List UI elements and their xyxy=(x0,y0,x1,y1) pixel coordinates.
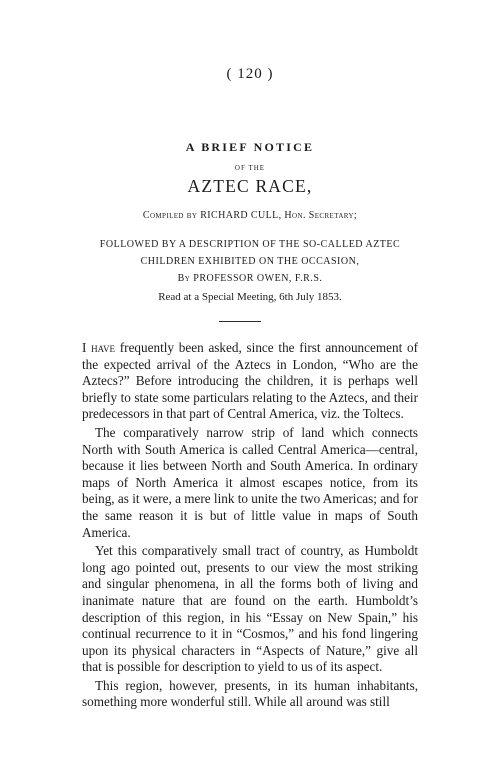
paragraph-3: Yet this comparatively small tract of country, as Humboldt long ago pointed out, presents to our view the most striking and singular phenomena, in all the forms both of living and inanimate nature that are found on the earth. Humboldt’s description of this region, in his “Essay on New Spain,” his continual recurrence to it in “Cosmos,” and his fond lingering upon its physical characters in “Aspects of Nature,” give all that is possible for description to yield to us of its aspect. xyxy=(82,543,418,675)
page-number: ( 120 ) xyxy=(226,66,274,82)
followed-by-text: FOLLOWED BY A DESCRIPTION OF THE SO-CALLED AZTEC CHILDREN EXHIBITED ON THE OCCASION, xyxy=(99,239,401,267)
section-divider xyxy=(219,321,261,322)
compiled-by-line: Compiled by RICHARD CULL, Hon. Secretary; xyxy=(142,210,358,221)
of-the-label: OF THE xyxy=(234,164,266,172)
notice-heading: A BRIEF NOTICE xyxy=(185,140,315,154)
author-line: By PROFESSOR OWEN, F.R.S. xyxy=(177,273,323,284)
meeting-date-line: Read at a Special Meeting, 6th July 1853. xyxy=(158,291,342,303)
main-title: AZTEC RACE, xyxy=(187,176,313,196)
followed-by-line xyxy=(85,236,415,287)
paragraph-2: The comparatively narrow strip of land which connects North with South America is called Central America—central, because it lies between North and South America. In ordinary maps of North America it almost escapes notice, from its being, as it were, a mere link to unite the two Americas; and for the same reason it is but of little value in maps of South America. xyxy=(82,424,418,540)
paragraph-1-lead: I have xyxy=(82,340,116,355)
paragraph-1 xyxy=(82,340,418,423)
paragraph-1-text: frequently been asked, since the first announcement of the expected arrival of the Aztecs in London, “Who are the Aztecs?” Before introducing the children, it is perhaps well briefly to state some particulars relating to the Aztecs, and their predecessors in that part of Central America, viz. the Toltecs. xyxy=(82,340,418,422)
paragraph-4: This region, however, presents, in its human inhabitants, something more wonderful still. While all around was still xyxy=(82,677,418,710)
article-body xyxy=(82,340,418,713)
